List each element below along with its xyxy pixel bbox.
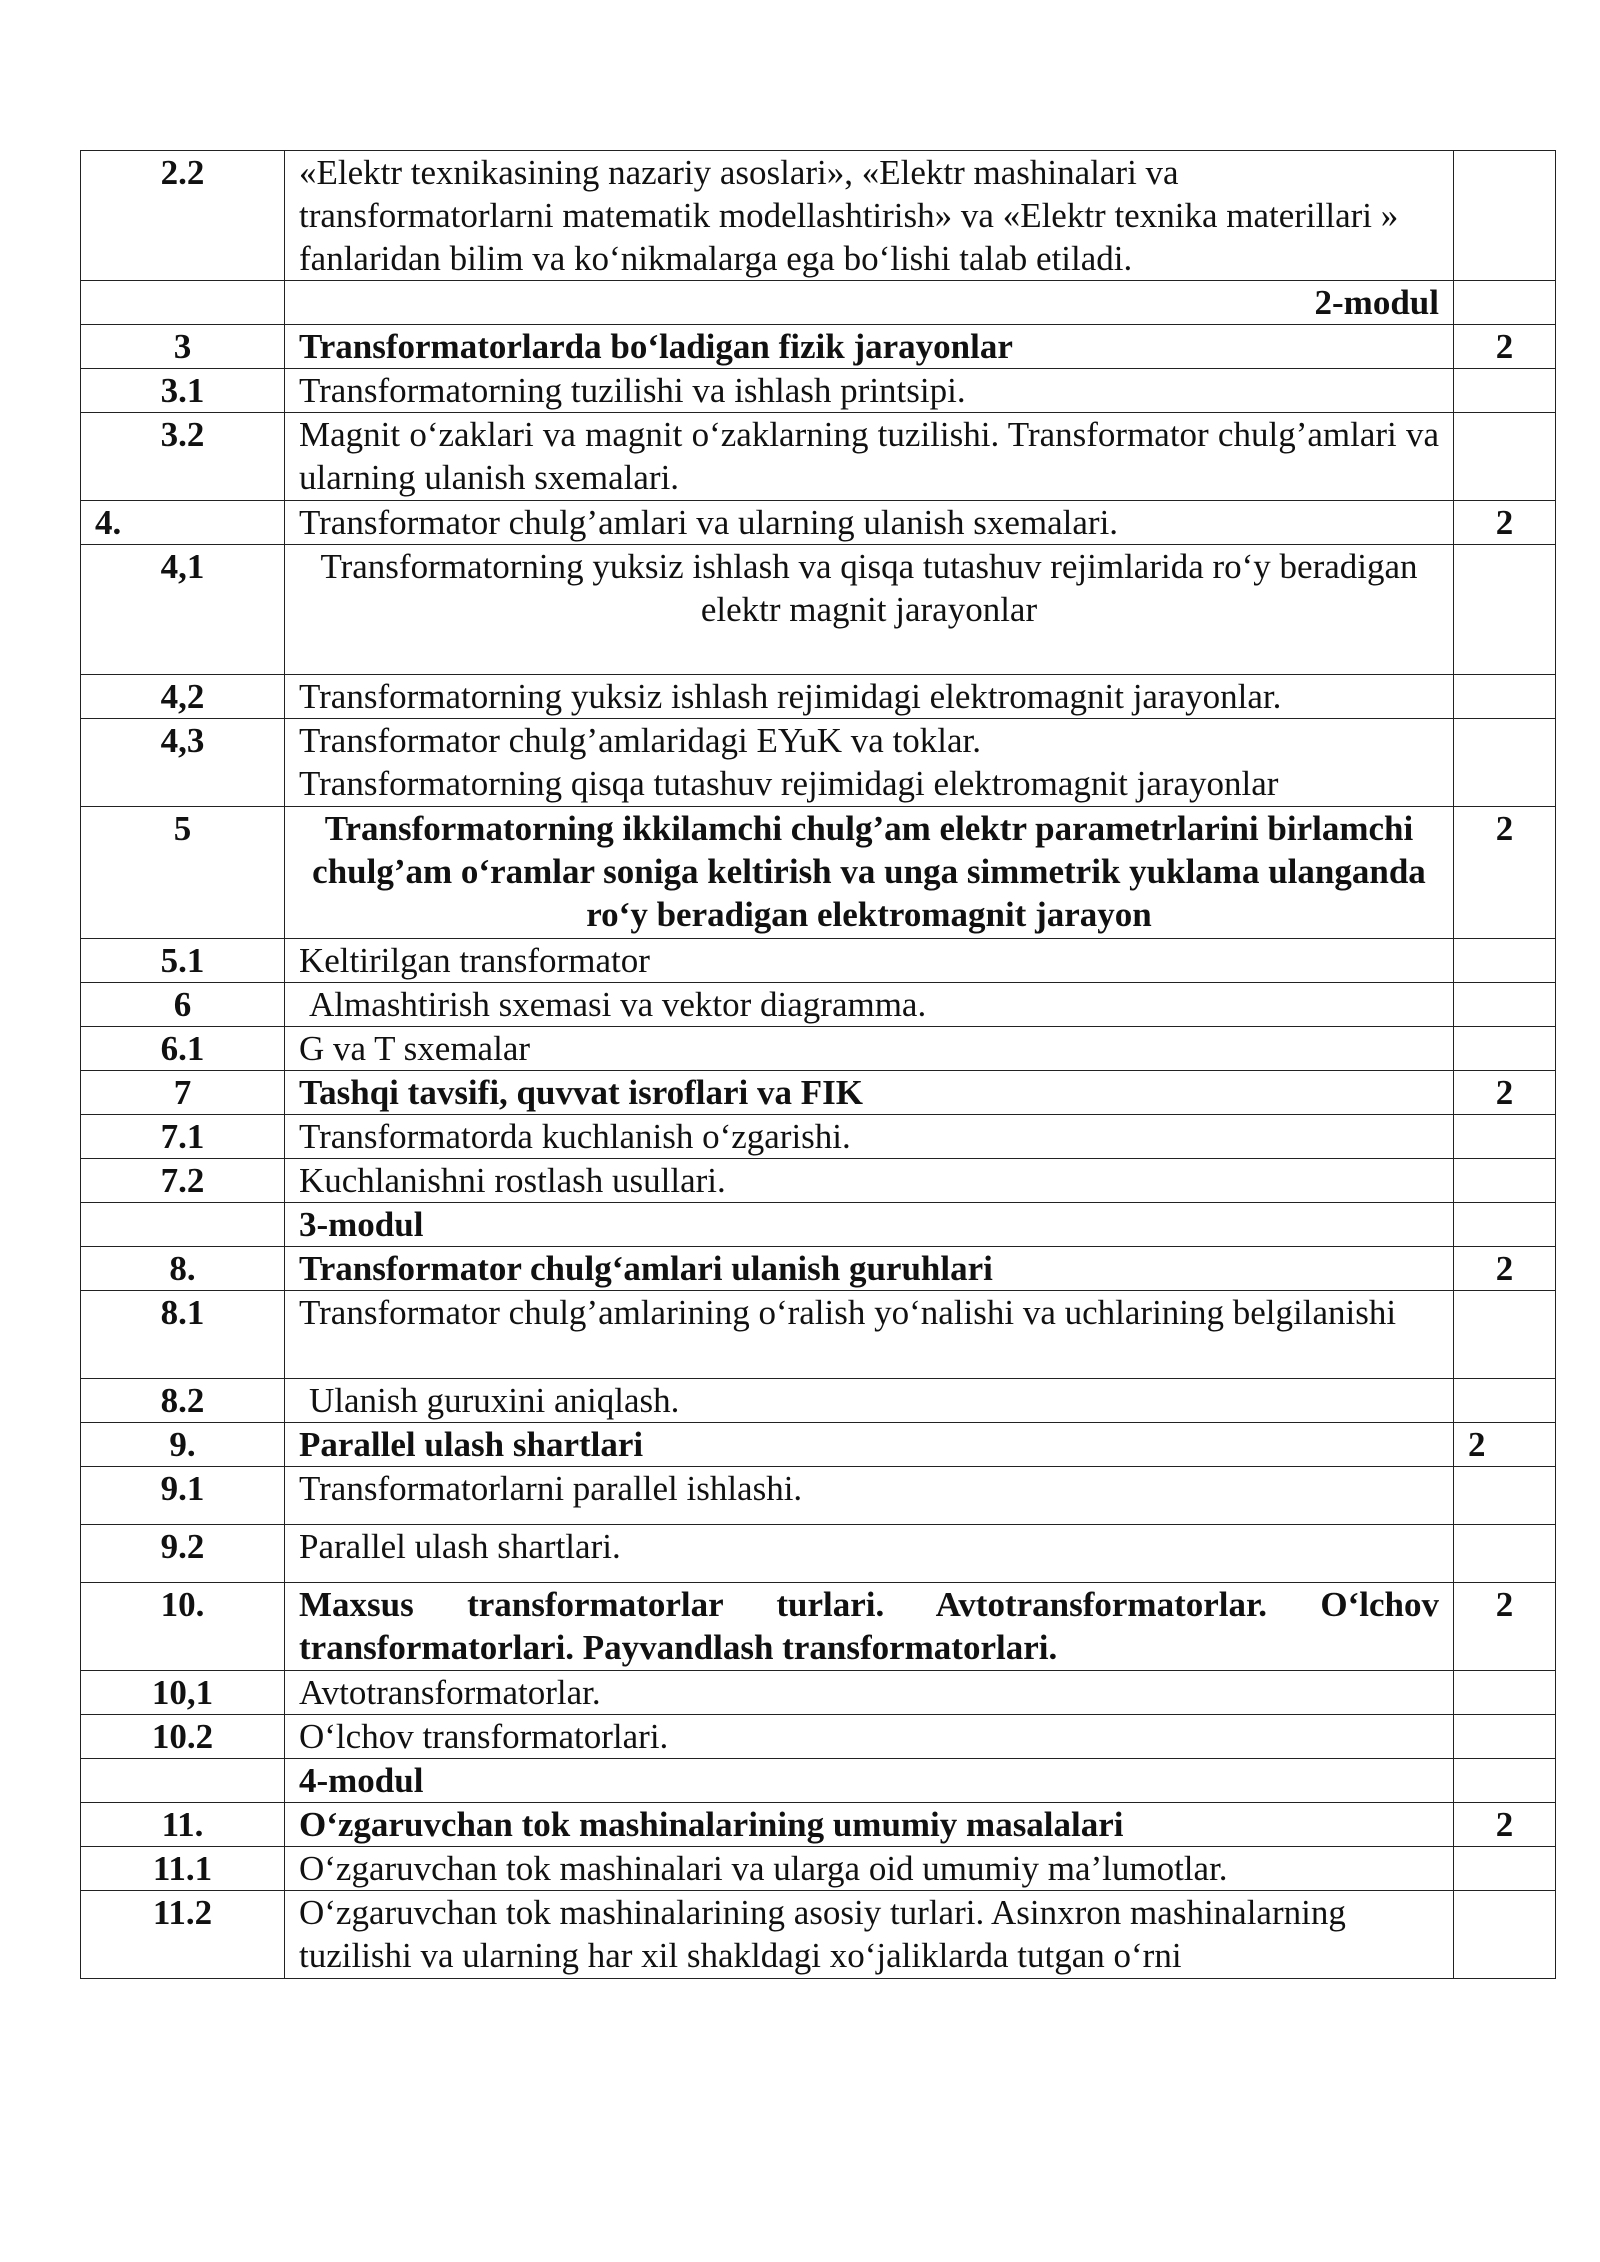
row-number: 3.1 [81, 369, 285, 413]
row-number: 11.1 [81, 1847, 285, 1891]
table-row [81, 1847, 1556, 1891]
table-row [81, 1203, 1556, 1247]
row-topic: Avtotransformatorlar. [285, 1671, 1454, 1715]
row-topic: Magnit o‘zaklari va magnit o‘zaklarning tuzilishi. Transformator chulg’amlari va ularning ulanish sxemalari. [285, 413, 1454, 501]
row-number: 5 [81, 807, 285, 939]
row-hours: 2 [1454, 325, 1556, 369]
row-hours: 2 [1454, 1803, 1556, 1847]
row-number: 5.1 [81, 939, 285, 983]
row-hours [1454, 983, 1556, 1027]
row-hours [1454, 369, 1556, 413]
row-number: 8.2 [81, 1379, 285, 1423]
row-hours [1454, 1027, 1556, 1071]
row-topic: O‘zgaruvchan tok mashinalari va ularga oid umumiy ma’lumotlar. [285, 1847, 1454, 1891]
row-topic: Keltirilgan transformator [285, 939, 1454, 983]
table-row [81, 1525, 1556, 1583]
row-number: 7.2 [81, 1159, 285, 1203]
row-hours [1454, 1467, 1556, 1525]
row-hours: 2 [1454, 1247, 1556, 1291]
row-hours: 2 [1454, 501, 1556, 545]
row-number: 2.2 [81, 151, 285, 281]
row-topic: Transformatorning yuksiz ishlash va qisqa tutashuv rejimlarida ro‘y beradigan elektr magnit jarayonlar [285, 545, 1454, 675]
row-hours [1454, 719, 1556, 807]
table-row [81, 1759, 1556, 1803]
row-topic: O‘lchov transformatorlari. [285, 1715, 1454, 1759]
row-number: 4,3 [81, 719, 285, 807]
row-topic-line: Transformatorning qisqa tutashuv rejimidagi elektromagnit jarayonlar [299, 764, 1279, 803]
row-hours [1454, 675, 1556, 719]
row-topic: Maxsus transformatorlar turlari. Avtotransformatorlar. O‘lchov transformatorlari. Payvandlash transformatorlari. [285, 1583, 1454, 1671]
table-row [81, 1467, 1556, 1525]
row-number: 10. [81, 1583, 285, 1671]
row-number: 3 [81, 325, 285, 369]
row-hours [1454, 1715, 1556, 1759]
row-hours: 2 [1454, 807, 1556, 939]
table-row [81, 1247, 1556, 1291]
row-hours [1454, 281, 1556, 325]
row-hours: 2 [1454, 1423, 1556, 1467]
row-number [81, 281, 285, 325]
table-row [81, 501, 1556, 545]
row-topic: Transformatorning yuksiz ishlash rejimidagi elektromagnit jarayonlar. [285, 675, 1454, 719]
table-row [81, 1027, 1556, 1071]
row-topic: Transformator chulg’amlari va ularning ulanish sxemalari. [285, 501, 1454, 545]
row-hours [1454, 413, 1556, 501]
module-heading: 4-modul [285, 1759, 1454, 1803]
table-row [81, 1071, 1556, 1115]
row-hours [1454, 939, 1556, 983]
table-row [81, 1671, 1556, 1715]
row-hours [1454, 1379, 1556, 1423]
row-topic [285, 719, 1454, 807]
row-hours [1454, 151, 1556, 281]
row-number: 11. [81, 1803, 285, 1847]
table-row [81, 807, 1556, 939]
row-number [81, 1759, 285, 1803]
row-number: 10.2 [81, 1715, 285, 1759]
row-number: 4. [81, 501, 285, 545]
row-topic: Transformatorlarda bo‘ladigan fizik jarayonlar [285, 325, 1454, 369]
table-row [81, 1715, 1556, 1759]
table-row [81, 369, 1556, 413]
row-number: 9. [81, 1423, 285, 1467]
row-topic: Parallel ulash shartlari. [285, 1525, 1454, 1583]
row-topic: Transformatorda kuchlanish o‘zgarishi. [285, 1115, 1454, 1159]
row-topic: Tashqi tavsifi, quvvat isroflari va FIK [285, 1071, 1454, 1115]
row-topic: G va T sxemalar [285, 1027, 1454, 1071]
row-topic: Transformator chulg‘amlari ulanish guruhlari [285, 1247, 1454, 1291]
table-row [81, 1423, 1556, 1467]
row-number: 4,1 [81, 545, 285, 675]
row-number: 7.1 [81, 1115, 285, 1159]
row-topic: Transformatorning ikkilamchi chulg’am elektr parametrlarini birlamchi chulg’am o‘ramlar soniga keltirish va unga simmetrik yuklama ulanganda ro‘y beradigan elektromagnit jarayon [285, 807, 1454, 939]
row-number: 8.1 [81, 1291, 285, 1379]
row-number: 10,1 [81, 1671, 285, 1715]
syllabus-table [80, 150, 1556, 1979]
row-hours [1454, 1159, 1556, 1203]
table-row [81, 281, 1556, 325]
row-hours [1454, 1525, 1556, 1583]
row-number: 8. [81, 1247, 285, 1291]
row-hours [1454, 1759, 1556, 1803]
document-page [80, 150, 1555, 1979]
table-row [81, 1803, 1556, 1847]
table-row [81, 1891, 1556, 1979]
row-topic: Kuchlanishni rostlash usullari. [285, 1159, 1454, 1203]
table-row [81, 325, 1556, 369]
row-number: 6.1 [81, 1027, 285, 1071]
row-topic: «Elektr texnikasining nazariy asoslari», «Elektr mashinalari va transformatorlarni matematik modellashtirish» va «Elektr texnika materillari » fanlaridan bilim va ko‘nikmalarga ega bo‘lishi talab etiladi. [285, 151, 1454, 281]
row-number: 6 [81, 983, 285, 1027]
row-topic-line: Transformator chulg’amlaridagi EYuK va toklar. [299, 721, 982, 760]
table-row [81, 413, 1556, 501]
row-topic: Ulanish guruxini aniqlash. [285, 1379, 1454, 1423]
row-hours [1454, 1671, 1556, 1715]
row-hours: 2 [1454, 1071, 1556, 1115]
module-heading: 2-modul [285, 281, 1454, 325]
row-topic: Transformatorlarni parallel ishlashi. [285, 1467, 1454, 1525]
table-row [81, 545, 1556, 675]
row-topic: O‘zgaruvchan tok mashinalarining umumiy masalalari [285, 1803, 1454, 1847]
row-number: 3.2 [81, 413, 285, 501]
table-row [81, 1159, 1556, 1203]
row-hours [1454, 1115, 1556, 1159]
row-topic: Transformatorning tuzilishi va ishlash printsipi. [285, 369, 1454, 413]
row-number: 7 [81, 1071, 285, 1115]
row-hours: 2 [1454, 1583, 1556, 1671]
row-hours [1454, 1847, 1556, 1891]
row-number: 4,2 [81, 675, 285, 719]
table-row [81, 1379, 1556, 1423]
row-hours [1454, 1891, 1556, 1979]
row-hours [1454, 545, 1556, 675]
row-number: 11.2 [81, 1891, 285, 1979]
table-row [81, 675, 1556, 719]
row-topic: O‘zgaruvchan tok mashinalarining asosiy turlari. Asinxron mashinalarning tuzilishi va ularning har xil shakldagi xo‘jaliklarda tutgan o‘rni [285, 1891, 1454, 1979]
row-number: 9.1 [81, 1467, 285, 1525]
row-number: 9.2 [81, 1525, 285, 1583]
row-topic: Transformator chulg’amlarining o‘ralish yo‘nalishi va uchlarining belgilanishi [285, 1291, 1454, 1379]
table-row [81, 151, 1556, 281]
table-row [81, 939, 1556, 983]
table-row [81, 1583, 1556, 1671]
table-row [81, 1115, 1556, 1159]
row-hours [1454, 1203, 1556, 1247]
module-heading: 3-modul [285, 1203, 1454, 1247]
row-topic: Almashtirish sxemasi va vektor diagramma. [285, 983, 1454, 1027]
row-hours [1454, 1291, 1556, 1379]
table-row [81, 719, 1556, 807]
table-row [81, 983, 1556, 1027]
row-number [81, 1203, 285, 1247]
row-topic: Parallel ulash shartlari [285, 1423, 1454, 1467]
table-row [81, 1291, 1556, 1379]
